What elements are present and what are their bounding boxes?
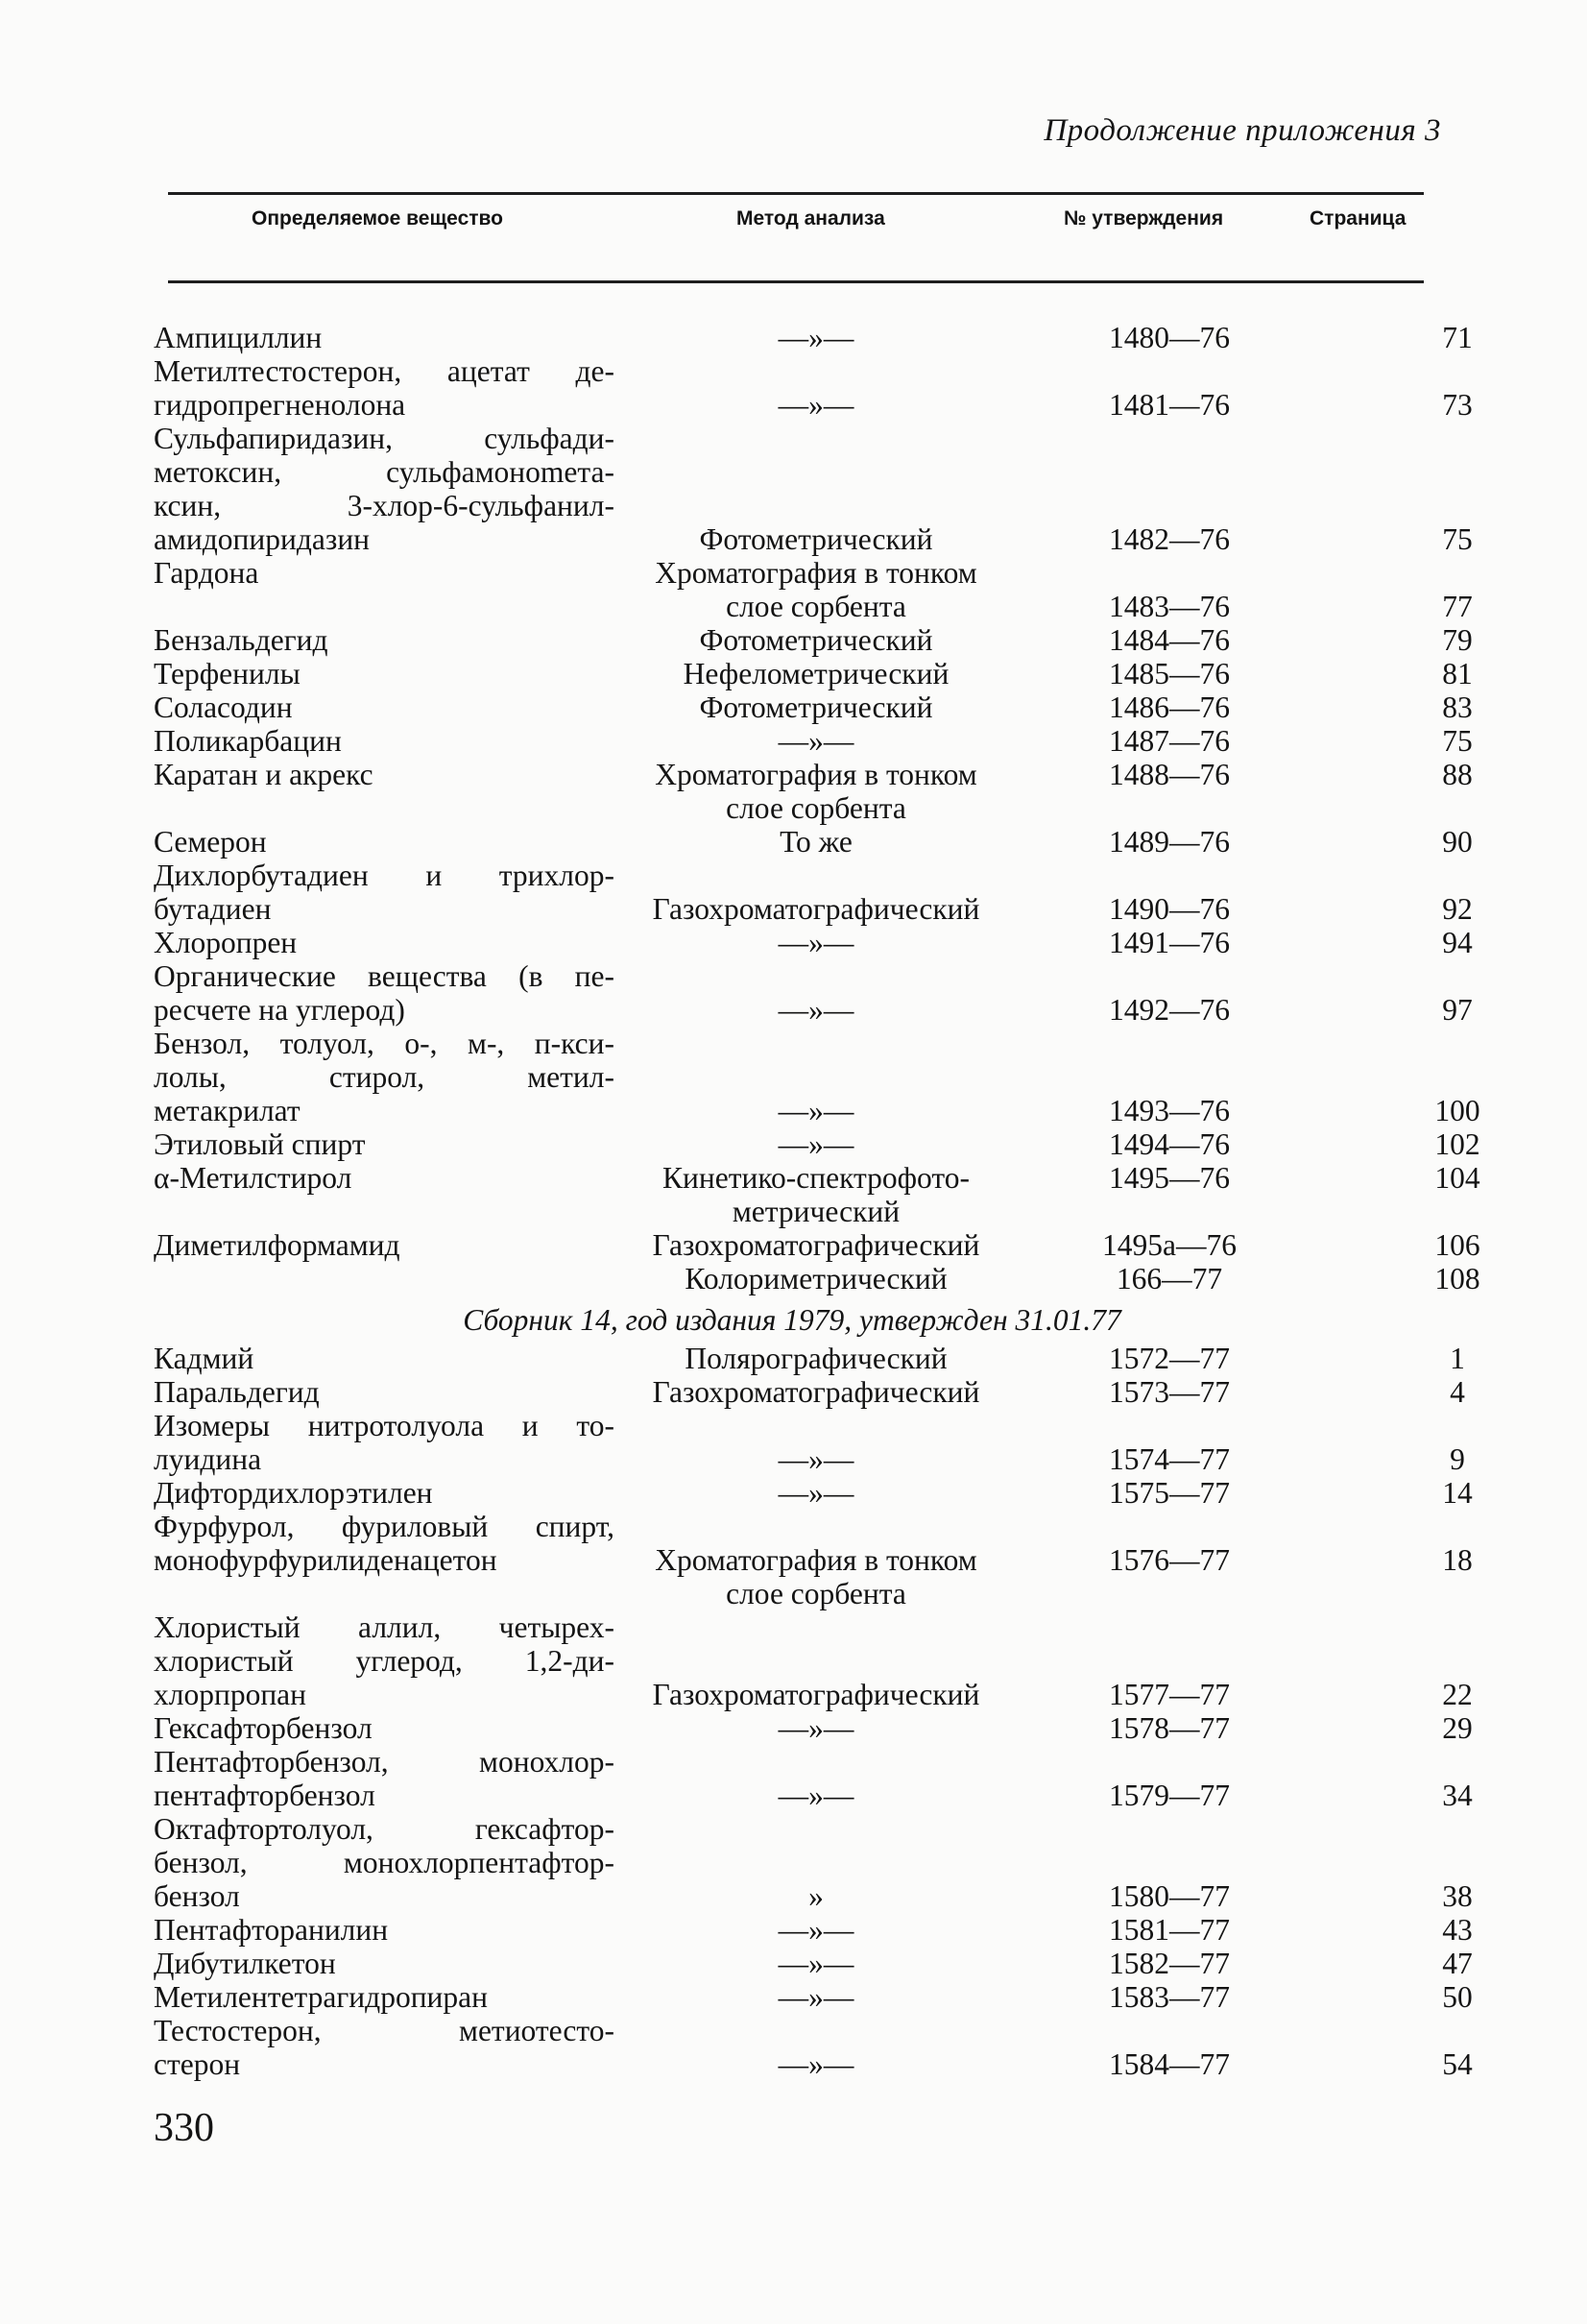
table-row <box>154 1228 1480 1262</box>
method-line: —»— <box>778 926 854 959</box>
table-row <box>154 1711 1473 1745</box>
substance-cell <box>154 1342 614 1375</box>
method-line: —»— <box>778 321 854 354</box>
substance-line: Кадмий <box>154 1342 254 1375</box>
page-cell: 47 <box>1442 1947 1473 1980</box>
method-line: Фотометрический <box>699 690 933 724</box>
substance-line: α-Метилстирол <box>154 1161 352 1195</box>
substance-line: Сульфапиридазин, сульфади- <box>154 422 614 455</box>
approval-number-cell: 1490—76 <box>1109 892 1230 926</box>
substance-line: монофурфурилиденацетон <box>154 1543 497 1577</box>
approval-number-cell: 1583—77 <box>1109 1980 1230 2014</box>
approval-number-cell: 1576—77 <box>1109 1543 1230 1577</box>
page-cell: 14 <box>1442 1476 1473 1510</box>
substance-cell <box>154 1812 614 1913</box>
approval-number-cell: 1483—76 <box>1109 590 1230 623</box>
substance-line: Каратан и акрекс <box>154 758 373 791</box>
table-row <box>154 1947 1473 1980</box>
substance-line: амидопиридазин <box>154 522 371 556</box>
substance-line: Поликарбацин <box>154 724 342 758</box>
substance-line: Пентафторбензол, монохлор- <box>154 1745 614 1779</box>
substance-cell <box>154 1409 614 1476</box>
page-cell: 9 <box>1450 1442 1465 1476</box>
substance-cell <box>154 1913 614 1947</box>
table-row <box>154 1913 1473 1947</box>
method-line: —»— <box>778 1913 854 1947</box>
approval-number-cell: 1489—76 <box>1109 825 1230 859</box>
substance-cell <box>154 1711 614 1745</box>
approval-number-cell: 1578—77 <box>1109 1711 1230 1745</box>
method-cell <box>614 1711 1018 1745</box>
page-cell: 73 <box>1442 388 1473 422</box>
substance-line: метакрилат <box>154 1094 301 1127</box>
page-cell: 104 <box>1434 1161 1480 1195</box>
method-line: слое сорбента <box>726 1577 906 1610</box>
substance-line <box>154 1262 614 1295</box>
substance-cell <box>154 1610 614 1711</box>
substance-line: Этиловый спирт <box>154 1127 366 1161</box>
page-cell: 79 <box>1442 623 1473 657</box>
approval-number-cell: 1581—77 <box>1109 1913 1230 1947</box>
table-row <box>154 758 1473 825</box>
table-row <box>154 926 1473 959</box>
substance-line: Паральдегид <box>154 1375 320 1409</box>
substance-cell <box>154 1262 614 1295</box>
method-line: Газохроматографический <box>652 1375 980 1409</box>
table-row <box>154 1342 1465 1375</box>
column-header-page: Страница <box>1310 207 1407 230</box>
substance-line: пентафторбензол <box>154 1779 375 1812</box>
substance-line: Ампициллин <box>154 321 323 354</box>
substance-line: Тестостерон, метиотесто- <box>154 2014 614 2047</box>
section-header-row <box>154 1295 1431 1342</box>
approval-number-cell: 1584—77 <box>1109 2047 1230 2081</box>
approval-number-cell: 1495—76 <box>1109 1161 1230 1195</box>
approval-number-cell: 1482—76 <box>1109 522 1230 556</box>
method-cell <box>614 1543 1018 1610</box>
method-cell <box>614 926 1018 959</box>
substance-cell <box>154 1980 614 2014</box>
page-cell: 43 <box>1442 1913 1473 1947</box>
method-line: Хроматография в тонком <box>655 1543 977 1577</box>
method-line: —»— <box>778 1779 854 1812</box>
substance-line: бутадиен <box>154 892 272 926</box>
method-line: —»— <box>778 724 854 758</box>
substance-cell <box>154 1127 614 1161</box>
approval-number-cell: 166—77 <box>1116 1262 1223 1295</box>
approval-number-cell: 1494—76 <box>1109 1127 1230 1161</box>
page-cell: 88 <box>1442 758 1473 791</box>
substance-cell <box>154 623 614 657</box>
substance-line: Органические вещества (в пе- <box>154 959 614 993</box>
method-cell <box>614 1442 1018 1476</box>
table-row <box>154 657 1473 690</box>
approval-number-cell: 1577—77 <box>1109 1678 1230 1711</box>
approval-number-cell: 1573—77 <box>1109 1375 1230 1409</box>
table-row <box>154 859 1473 926</box>
substance-line: Метилентетрагидропиран <box>154 1980 488 2014</box>
approval-number-cell: 1580—77 <box>1109 1879 1230 1913</box>
substance-line: метоксин, сульфамонomета- <box>154 455 614 489</box>
substance-cell <box>154 556 614 590</box>
method-cell <box>614 724 1018 758</box>
substance-line: Хлористый аллил, четырех- <box>154 1610 614 1644</box>
table-row <box>154 1510 1473 1610</box>
method-line: Нефелометрический <box>683 657 950 690</box>
page-cell: 81 <box>1442 657 1473 690</box>
substance-line: Дихлорбутадиен и трихлор- <box>154 859 614 892</box>
method-line: Фотометрический <box>699 522 933 556</box>
method-cell <box>614 1342 1018 1375</box>
substance-line: Фурфурол, фуриловый спирт, <box>154 1510 614 1543</box>
table-row <box>154 1812 1473 1913</box>
table-row <box>154 1980 1473 2014</box>
substance-line: хлористый углерод, 1,2-ди- <box>154 1644 614 1678</box>
method-cell <box>614 1779 1018 1812</box>
approval-number-cell: 1488—76 <box>1109 758 1230 791</box>
substance-cell <box>154 959 614 1027</box>
column-header-method: Метод анализа <box>736 207 885 230</box>
approval-number-cell: 1485—76 <box>1109 657 1230 690</box>
page-cell: 38 <box>1442 1879 1473 1913</box>
method-cell <box>614 556 1018 623</box>
table-row <box>154 556 1473 623</box>
substance-cell <box>154 354 614 422</box>
substance-line: лолы, стирол, метил- <box>154 1060 614 1094</box>
column-header-approval: № утверждения <box>1064 207 1224 230</box>
method-cell <box>614 321 1018 354</box>
substance-line: Соласодин <box>154 690 293 724</box>
substance-line: гидропрегненолона <box>154 388 406 422</box>
method-line: Фотометрический <box>699 623 933 657</box>
approval-number-cell: 1574—77 <box>1109 1442 1230 1476</box>
page-cell: 18 <box>1442 1543 1473 1577</box>
method-cell <box>614 2047 1018 2081</box>
substance-line: стерон <box>154 2047 241 2081</box>
method-cell <box>614 1678 1018 1711</box>
table-top-rule <box>168 192 1424 195</box>
page-cell: 108 <box>1434 1262 1480 1295</box>
substance-line: Пентафторанилин <box>154 1913 389 1947</box>
substance-line: хлорпропан <box>154 1678 307 1711</box>
method-line: То же <box>780 825 853 859</box>
table-row <box>154 1476 1473 1510</box>
method-line: —»— <box>778 2047 854 2081</box>
method-cell <box>614 1262 1018 1295</box>
substance-cell <box>154 1161 614 1195</box>
method-cell <box>614 1947 1018 1980</box>
method-cell <box>614 690 1018 724</box>
page-cell: 71 <box>1442 321 1473 354</box>
method-line: —»— <box>778 1127 854 1161</box>
table-header-rule <box>168 280 1424 283</box>
table-row <box>154 1375 1465 1409</box>
substance-line: Дифтордихлорэтилен <box>154 1476 433 1510</box>
approval-number-cell: 1492—76 <box>1109 993 1230 1027</box>
method-line: —»— <box>778 1094 854 1127</box>
method-line: Кинетико-спектрофото- <box>662 1161 970 1195</box>
substance-line: Изомеры нитротолуола и то- <box>154 1409 614 1442</box>
page-cell: 54 <box>1442 2047 1473 2081</box>
substance-cell <box>154 1027 614 1127</box>
substance-line: ксин, 3-хлор-6-сульфанил- <box>154 489 614 522</box>
method-cell <box>614 1127 1018 1161</box>
method-cell <box>614 758 1018 825</box>
substance-cell <box>154 690 614 724</box>
substance-line: ресчете на углерод) <box>154 993 405 1027</box>
method-line: —»— <box>778 1476 854 1510</box>
substance-line: Гексафторбензол <box>154 1711 373 1745</box>
method-line: —»— <box>778 1711 854 1745</box>
page-cell: 97 <box>1442 993 1473 1027</box>
page-cell: 92 <box>1442 892 1473 926</box>
table-row <box>154 321 1473 354</box>
table-row <box>154 1161 1480 1228</box>
page-cell: 94 <box>1442 926 1473 959</box>
substance-cell <box>154 2014 614 2081</box>
substance-cell <box>154 758 614 791</box>
method-line: —»— <box>778 1442 854 1476</box>
table-row <box>154 1745 1473 1812</box>
method-cell <box>614 1375 1018 1409</box>
table-row <box>154 1409 1465 1476</box>
method-cell <box>614 1476 1018 1510</box>
column-header-substance: Определяемое вещество <box>252 207 503 230</box>
page-cell: 1 <box>1450 1342 1465 1375</box>
substance-line: Семерон <box>154 825 267 859</box>
substance-cell <box>154 1745 614 1812</box>
table-row <box>154 1262 1480 1295</box>
substance-line: Метилтестостерон, ацетат де- <box>154 354 614 388</box>
substance-cell <box>154 657 614 690</box>
method-cell <box>614 1980 1018 2014</box>
substance-cell <box>154 1510 614 1577</box>
page-cell: 83 <box>1442 690 1473 724</box>
substance-line: бензол, монохлорпентафтор- <box>154 1846 614 1879</box>
method-line: Газохроматографический <box>652 1678 980 1711</box>
method-cell <box>614 892 1018 926</box>
approval-number-cell: 1491—76 <box>1109 926 1230 959</box>
substance-line: Хлоропрен <box>154 926 298 959</box>
table-row <box>154 1127 1480 1161</box>
substance-cell <box>154 422 614 556</box>
substance-cell <box>154 1947 614 1980</box>
substance-cell <box>154 724 614 758</box>
method-line: » <box>808 1879 824 1913</box>
approval-number-cell: 1487—76 <box>1109 724 1230 758</box>
method-line: —»— <box>778 993 854 1027</box>
method-line: Колориметрический <box>685 1262 948 1295</box>
substance-cell <box>154 1375 614 1409</box>
method-cell <box>614 1161 1018 1228</box>
table-row <box>154 959 1473 1027</box>
method-line: Полярографический <box>685 1342 948 1375</box>
table-row <box>154 1027 1480 1127</box>
page-cell: 29 <box>1442 1711 1473 1745</box>
page-cell: 77 <box>1442 590 1473 623</box>
approval-number-cell: 1493—76 <box>1109 1094 1230 1127</box>
method-line: Газохроматографический <box>652 1228 980 1262</box>
method-cell <box>614 1228 1018 1262</box>
page-cell: 90 <box>1442 825 1473 859</box>
page-cell: 50 <box>1442 1980 1473 2014</box>
method-cell <box>614 1879 1018 1913</box>
method-line: —»— <box>778 1980 854 2014</box>
substance-line: Октафтортолуол, гексафтор- <box>154 1812 614 1846</box>
substance-line: бензол <box>154 1879 240 1913</box>
table-row <box>154 690 1473 724</box>
approval-number-cell: 1480—76 <box>1109 321 1230 354</box>
method-line: слое сорбента <box>726 791 906 825</box>
substance-line: Бензол, толуол, о-, м-, п-кси- <box>154 1027 614 1060</box>
substance-cell <box>154 926 614 959</box>
substance-cell <box>154 321 614 354</box>
page-cell: 75 <box>1442 522 1473 556</box>
method-line: слое сорбента <box>726 590 906 623</box>
method-cell <box>614 623 1018 657</box>
page-cell: 4 <box>1450 1375 1465 1409</box>
substance-cell <box>154 859 614 926</box>
method-line: —»— <box>778 388 854 422</box>
table-row <box>154 2014 1473 2081</box>
method-cell <box>614 1913 1018 1947</box>
substance-line: Терфенилы <box>154 657 301 690</box>
page-cell: 100 <box>1434 1094 1480 1127</box>
table-row <box>154 623 1473 657</box>
approval-number-cell: 1572—77 <box>1109 1342 1230 1375</box>
approval-number-cell: 1575—77 <box>1109 1476 1230 1510</box>
method-line: Хроматография в тонком <box>655 758 977 791</box>
substance-line: Дибутилкетон <box>154 1947 336 1980</box>
page-cell: 75 <box>1442 724 1473 758</box>
substance-cell <box>154 1476 614 1510</box>
substance-line: Гардона <box>154 556 259 590</box>
approval-number-cell: 1481—76 <box>1109 388 1230 422</box>
substance-cell <box>154 1228 614 1262</box>
page-cell: 22 <box>1442 1678 1473 1711</box>
method-cell <box>614 388 1018 422</box>
substances-table <box>154 321 1480 2081</box>
page-cell: 34 <box>1442 1779 1473 1812</box>
substance-line: Бензальдегид <box>154 623 328 657</box>
method-cell <box>614 1094 1018 1127</box>
page-header-continuation: Продолжение приложения 3 <box>1044 113 1441 148</box>
approval-number-cell: 1579—77 <box>1109 1779 1230 1812</box>
page-cell: 102 <box>1434 1127 1480 1161</box>
method-cell <box>614 825 1018 859</box>
substance-cell <box>154 825 614 859</box>
table-row <box>154 422 1473 556</box>
table-row <box>154 724 1473 758</box>
table-row <box>154 825 1473 859</box>
table-row <box>154 354 1473 422</box>
method-line: Хроматография в тонком <box>655 556 977 590</box>
substance-line: луидина <box>154 1442 262 1476</box>
method-cell <box>614 657 1018 690</box>
page-number: 330 <box>154 2106 214 2150</box>
table-row <box>154 1610 1473 1711</box>
substance-line: Диметилформамид <box>154 1228 400 1262</box>
method-line: метрический <box>732 1195 901 1228</box>
approval-number-cell: 1484—76 <box>1109 623 1230 657</box>
method-line: Газохроматографический <box>652 892 980 926</box>
section-title: Сборник 14, год издания 1979, утвержден 31.01.77 <box>463 1303 1121 1337</box>
page-cell: 106 <box>1434 1228 1480 1262</box>
approval-number-cell: 1486—76 <box>1109 690 1230 724</box>
approval-number-cell: 1582—77 <box>1109 1947 1230 1980</box>
method-cell <box>614 522 1018 556</box>
method-cell <box>614 993 1018 1027</box>
approval-number-cell: 1495а—76 <box>1102 1228 1237 1262</box>
method-line: —»— <box>778 1947 854 1980</box>
